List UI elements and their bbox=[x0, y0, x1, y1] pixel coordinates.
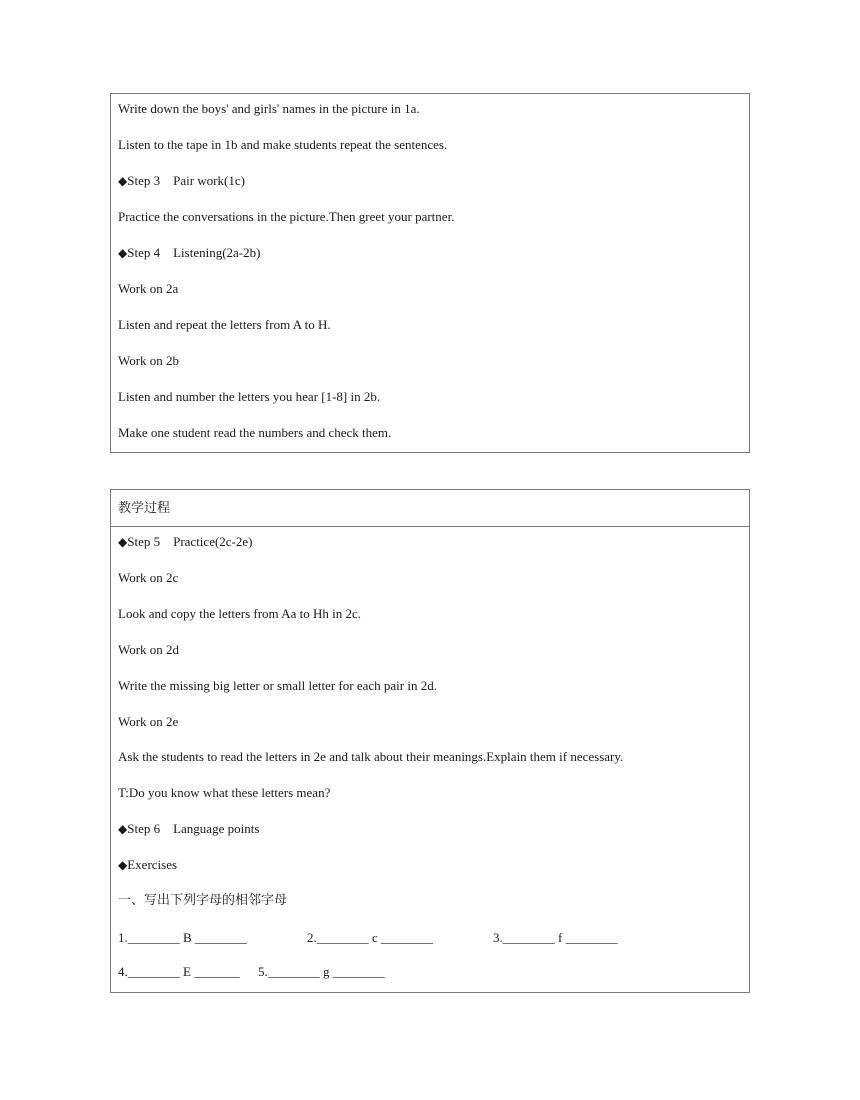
diamond-bullet-icon: ◆ bbox=[118, 858, 128, 872]
instruction-line: Look and copy the letters from Aa to Hh in 2c. bbox=[118, 606, 361, 621]
lesson-table-part-1 bbox=[110, 93, 750, 453]
instruction-line: Ask the students to read the letters in 2e and talk about their meanings.Explain them if necessary. bbox=[118, 749, 624, 764]
instruction-line: Practice the conversations in the picture.Then greet your partner. bbox=[118, 209, 455, 224]
exercises-label: Exercises bbox=[127, 857, 178, 872]
diamond-bullet-icon: ◆ bbox=[118, 174, 128, 188]
step-label: Step 4 Listening(2a-2b) bbox=[127, 245, 261, 260]
instruction-line: Work on 2a bbox=[118, 281, 179, 296]
fill-blank-item-3: 3.________ f ________ bbox=[493, 930, 618, 945]
instruction-line: Work on 2e bbox=[118, 714, 179, 729]
step-label: Step 5 Practice(2c-2e) bbox=[127, 534, 253, 549]
instruction-line: Write down the boys' and girls' names in the picture in 1a. bbox=[118, 101, 420, 116]
instruction-line: Work on 2c bbox=[118, 570, 179, 585]
instruction-line: Write the missing big letter or small letter for each pair in 2d. bbox=[118, 678, 437, 693]
diamond-bullet-icon: ◆ bbox=[118, 822, 128, 836]
instruction-line: Listen and number the letters you hear [1-8] in 2b. bbox=[118, 389, 381, 404]
exercises-heading bbox=[118, 857, 177, 873]
step-label: Step 3 Pair work(1c) bbox=[127, 173, 245, 188]
step-5-heading bbox=[118, 534, 253, 550]
instruction-line: T:Do you know what these letters mean? bbox=[118, 785, 331, 800]
step-3-heading bbox=[118, 173, 245, 189]
fill-blank-item-1: 1.________ B ________ bbox=[118, 930, 247, 945]
diamond-bullet-icon: ◆ bbox=[118, 246, 128, 260]
lesson-table-part-2 bbox=[110, 489, 750, 993]
step-label: Step 6 Language points bbox=[127, 821, 260, 836]
fill-blank-item-2: 2.________ c ________ bbox=[307, 930, 434, 945]
step-4-heading bbox=[118, 245, 260, 261]
instruction-line: Listen and repeat the letters from A to H. bbox=[118, 317, 331, 332]
table-header-row bbox=[111, 490, 749, 527]
instruction-line: Work on 2d bbox=[118, 642, 180, 657]
instruction-line: Make one student read the numbers and check them. bbox=[118, 425, 392, 440]
fill-blank-item-4: 4.________ E _______ bbox=[118, 964, 240, 979]
step-6-heading bbox=[118, 821, 259, 837]
exercise-title: 一、写出下列字母的相邻字母 bbox=[118, 892, 288, 907]
diamond-bullet-icon: ◆ bbox=[118, 535, 128, 549]
instruction-line: Work on 2b bbox=[118, 353, 180, 368]
instruction-line: Listen to the tape in 1b and make students repeat the sentences. bbox=[118, 137, 448, 152]
fill-blank-item-5: 5.________ g ________ bbox=[258, 964, 385, 979]
table-header-title: 教学过程 bbox=[118, 500, 171, 515]
